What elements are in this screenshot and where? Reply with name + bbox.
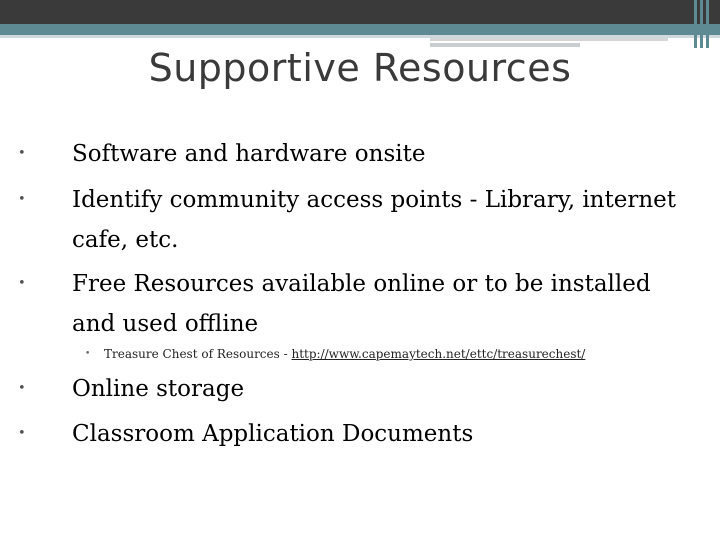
decor-stripe <box>700 0 703 48</box>
bullet-icon: • <box>18 381 26 396</box>
top-teal-band <box>0 24 720 35</box>
top-dark-band <box>0 0 720 24</box>
bullet-icon: • <box>18 426 26 441</box>
sub-bullet-icon: • <box>85 349 91 359</box>
bullet-item: Free Resources available online or to be installed and used offline <box>72 271 651 337</box>
bullet-icon: • <box>18 192 26 207</box>
bullet-item: Software and hardware onsite <box>72 141 426 167</box>
bullet-icon: • <box>18 276 26 291</box>
bullet-item: Classroom Application Documents <box>72 421 474 447</box>
slide-title: Supportive Resources <box>148 46 572 90</box>
sub-bullet-text: Treasure Chest of Resources - <box>104 347 292 361</box>
treasure-chest-link[interactable]: http://www.capemaytech.net/ettc/treasurechest/ <box>291 347 586 361</box>
bullet-item: Identify community access points - Library, internet cafe, etc. <box>72 187 677 253</box>
decor-stripe <box>706 0 709 48</box>
sub-bullet-item <box>104 346 585 362</box>
decor-stripe <box>694 0 697 48</box>
bullet-icon: • <box>18 146 26 161</box>
bullet-item: Online storage <box>72 376 245 402</box>
decor-line <box>430 38 668 41</box>
